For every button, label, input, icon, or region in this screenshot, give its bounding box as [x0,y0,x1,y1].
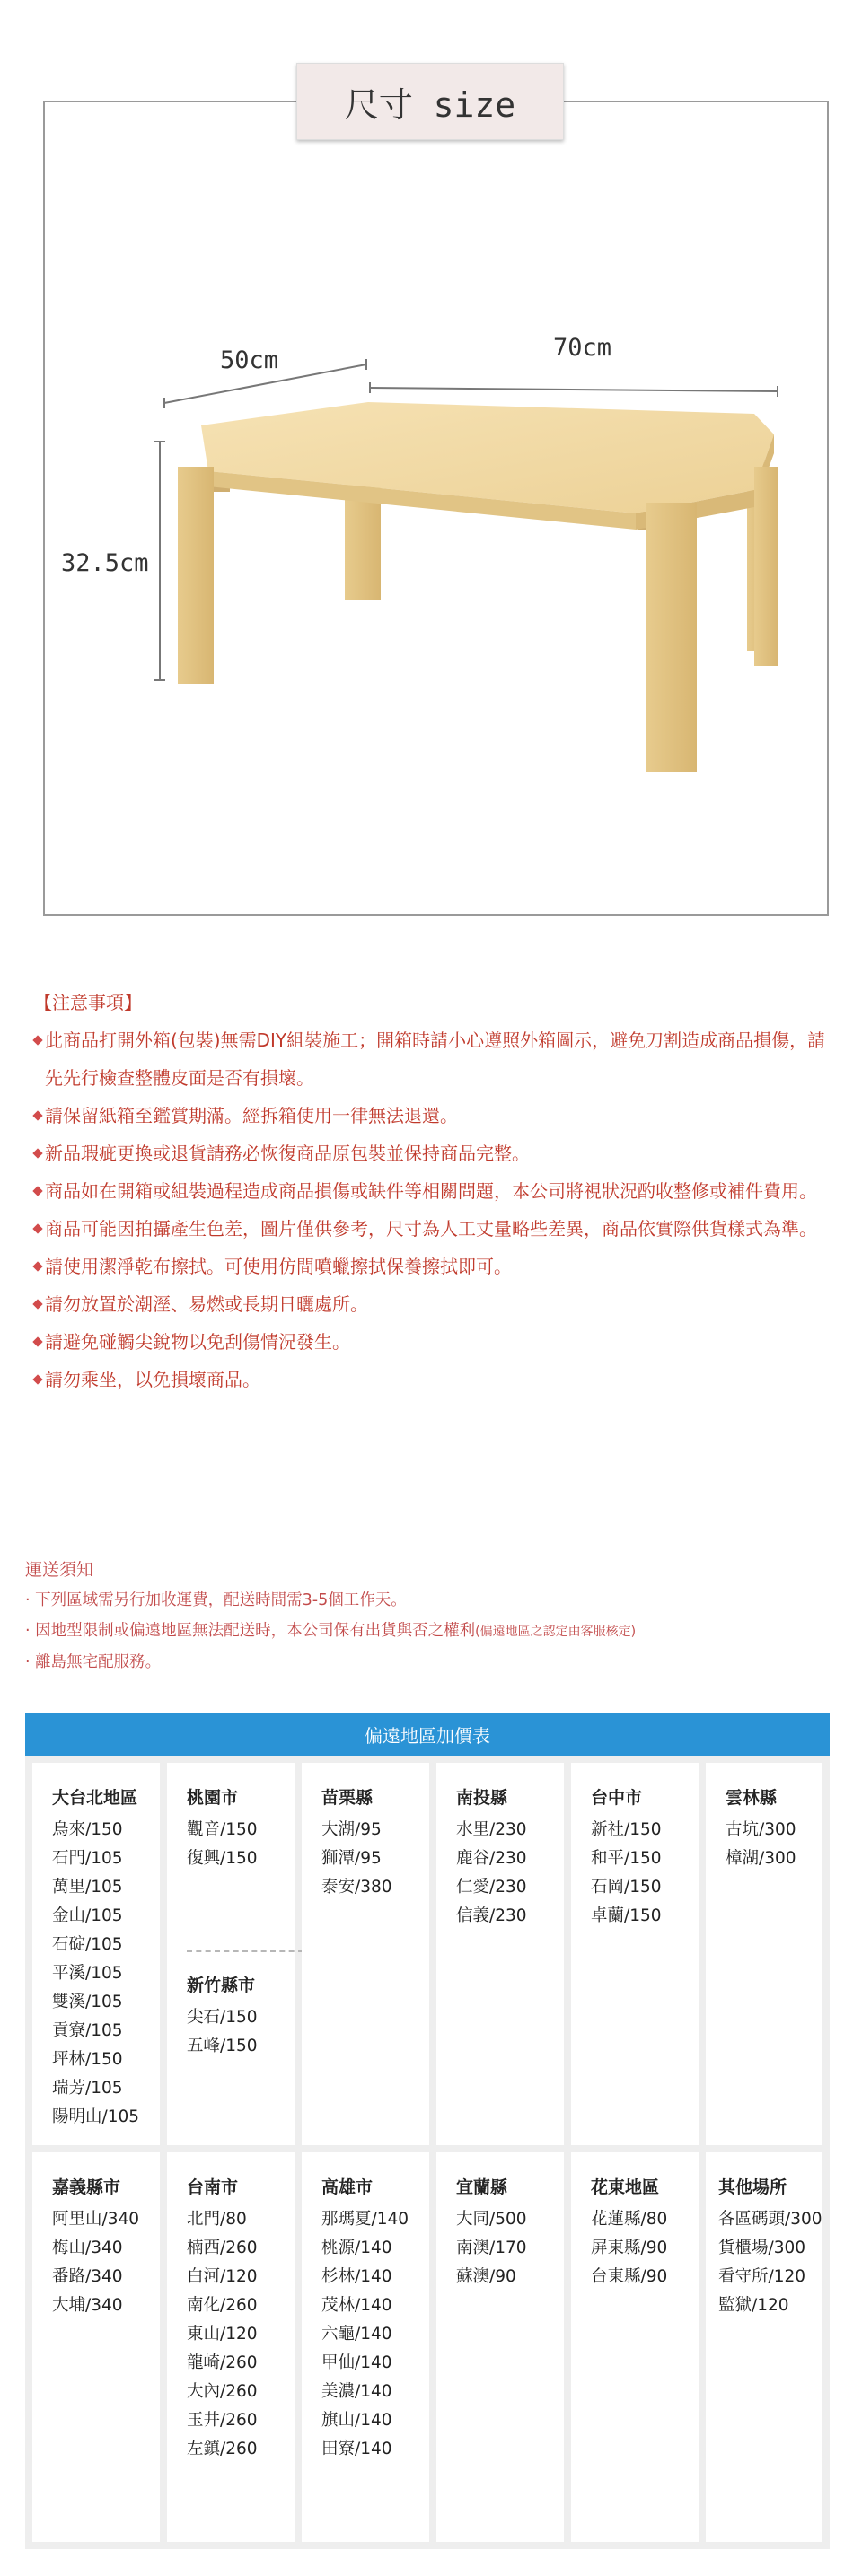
region-row: 貨櫃場/300 [718,2239,806,2257]
region-row: 復興/150 [187,1849,258,1868]
region-row: 新社/150 [591,1820,662,1839]
region-cell [32,2152,160,2542]
region-row: 樟湖/300 [726,1849,796,1868]
region-title: 嘉義縣市 [52,2177,121,2197]
height-label: 32.5cm [61,549,149,577]
region-row: 坪林/150 [52,2050,123,2069]
region-row: 番路/340 [52,2267,123,2286]
region-row: 泰安/380 [321,1878,392,1897]
note-item: 請避免碰觸尖銳物以免刮傷情況發生。 [34,1323,833,1361]
width-label: 70cm [553,334,612,362]
notes-section [34,984,833,1398]
region-row: 杉林/140 [321,2267,392,2286]
region-title: 花東地區 [591,2177,660,2197]
region-row: 古坑/300 [726,1820,796,1839]
region-row: 烏來/150 [52,1820,123,1839]
region-row: 和平/150 [591,1849,662,1868]
remote-table-title: 偏遠地區加價表 [25,1713,830,1756]
region-row: 龍崎/260 [187,2353,258,2372]
region-row: 尖石/150 [187,2008,258,2027]
region-title: 宜蘭縣 [456,2177,508,2197]
region-row: 獅潭/95 [321,1849,382,1868]
region-row: 信義/230 [456,1906,527,1925]
region-row: 瑞芳/105 [52,2079,123,2098]
region-cell [167,2152,295,2542]
region-row: 六龜/140 [321,2325,392,2344]
region-row: 貢寮/105 [52,2021,123,2040]
region-row: 茂林/140 [321,2296,392,2315]
region-row: 石門/105 [52,1849,123,1868]
region-row: 觀音/150 [187,1820,258,1839]
region-row: 石岡/150 [591,1878,662,1897]
region-title: 苗栗縣 [321,1788,374,1808]
region-row: 美濃/140 [321,2382,392,2401]
region-row: 鹿谷/230 [456,1849,527,1868]
region-row: 田寮/140 [321,2440,392,2458]
region-row: 陽明山/105 [52,2107,140,2126]
region-cell [571,1763,699,2145]
region-row: 北門/80 [187,2210,247,2229]
region-row: 大湖/95 [321,1820,382,1839]
region-row: 蘇澳/90 [456,2267,516,2286]
region-row: 左鎮/260 [187,2440,258,2458]
region-row: 南澳/170 [456,2239,527,2257]
region-row: 仁愛/230 [456,1878,527,1897]
region-cell [571,2152,699,2542]
table-illustration [0,0,862,924]
region-row: 金山/105 [52,1906,123,1925]
region-row: 屏東縣/90 [591,2239,668,2257]
note-item: 請勿放置於潮溼、易燃或長期日曬處所。 [34,1285,833,1323]
region-row: 五峰/150 [187,2037,258,2055]
region-row: 雙溪/105 [52,1993,123,2011]
remote-table [25,1756,830,2549]
cell-divider [187,1950,303,1952]
note-item: 商品可能因拍攝產生色差，圖片僅供參考，尺寸為人工丈量略些差異，商品依實際供貨樣式為準。 [34,1210,833,1248]
region-row: 阿里山/340 [52,2210,140,2229]
region-row: 南化/260 [187,2296,258,2315]
region-cell [436,1763,564,2145]
region-row: 甲仙/140 [321,2353,392,2372]
shipping-line: · 離島無宅配服務。 [25,1653,162,1671]
region-row: 各區碼頭/300 [718,2210,822,2229]
note-item: 請使用潔淨乾布擦拭。可使用仿間噴蠟擦拭保養擦拭即可。 [34,1248,833,1285]
region-title: 雲林縣 [726,1788,778,1808]
region-row: 萬里/105 [52,1878,123,1897]
region-row: 梅山/340 [52,2239,123,2257]
region-row: 平溪/105 [52,1964,123,1983]
region-row: 楠西/260 [187,2239,258,2257]
region-cell [302,1763,429,2145]
shipping-section [25,1555,851,1678]
note-item: 請勿乘坐，以免損壞商品。 [34,1361,833,1398]
region-row: 大埔/340 [52,2296,123,2315]
region-row: 白河/120 [187,2267,258,2286]
region-row: 台東縣/90 [591,2267,668,2286]
region-row: 花蓮縣/80 [591,2210,668,2229]
region-row: 那瑪夏/140 [321,2210,409,2229]
note-item: 商品如在開箱或組裝過程造成商品損傷或缺件等相關問題，本公司將視狀況酌收整修或補件費用。 [34,1172,833,1210]
region-row: 大同/500 [456,2210,527,2229]
region-row: 大內/260 [187,2382,258,2401]
region-title: 台中市 [591,1788,643,1808]
region-row: 水里/230 [456,1820,527,1839]
notes-header: 【注意事項】 [34,992,142,1013]
note-item: 此商品打開外箱(包裝)無需DIY組裝施工；開箱時請小心遵照外箱圖示，避免刀割造成商品損傷，請先先行檢查整體皮面是否有損壞。 [34,1021,833,1097]
shipping-line [25,1616,851,1647]
shipping-line: · 下列區域需另行加收運費，配送時間需3-5個工作天。 [25,1591,407,1609]
region-title: 大台北地區 [52,1788,138,1808]
region-title: 新竹縣市 [187,1976,256,1995]
region-cell [302,2152,429,2542]
note-item: 新品瑕疵更換或退貨請務必恢復商品原包裝並保持商品完整。 [34,1135,833,1172]
region-row: 旗山/140 [321,2411,392,2430]
region-row: 卓蘭/150 [591,1906,662,1925]
region-row: 玉井/260 [187,2411,258,2430]
shipping-line-note: (偏遠地區之認定由客服核定) [475,1625,637,1639]
region-cell [706,1763,822,2145]
shipping-title: 運送須知 [25,1560,94,1580]
region-title: 高雄市 [321,2177,374,2197]
region-cell [167,1763,295,2145]
region-title: 桃園市 [187,1788,239,1808]
dimension-title: 尺寸 size [296,63,564,140]
region-row: 東山/120 [187,2325,258,2344]
region-row: 看守所/120 [718,2267,806,2286]
depth-label: 50cm [220,346,279,374]
region-cell [706,2152,822,2542]
region-cell [436,2152,564,2542]
region-title: 南投縣 [456,1788,508,1808]
region-title: 台南市 [187,2177,239,2197]
shipping-line-main: · 因地型限制或偏遠地區無法配送時，本公司保有出貨與否之權利 [25,1622,476,1640]
region-row: 石碇/105 [52,1935,123,1954]
region-title: 其他場所 [718,2177,787,2197]
region-row: 桃源/140 [321,2239,392,2257]
region-cell [32,1763,160,2145]
region-row: 監獄/120 [718,2296,789,2315]
note-item: 請保留紙箱至鑑賞期滿。經拆箱使用一律無法退還。 [34,1097,833,1135]
